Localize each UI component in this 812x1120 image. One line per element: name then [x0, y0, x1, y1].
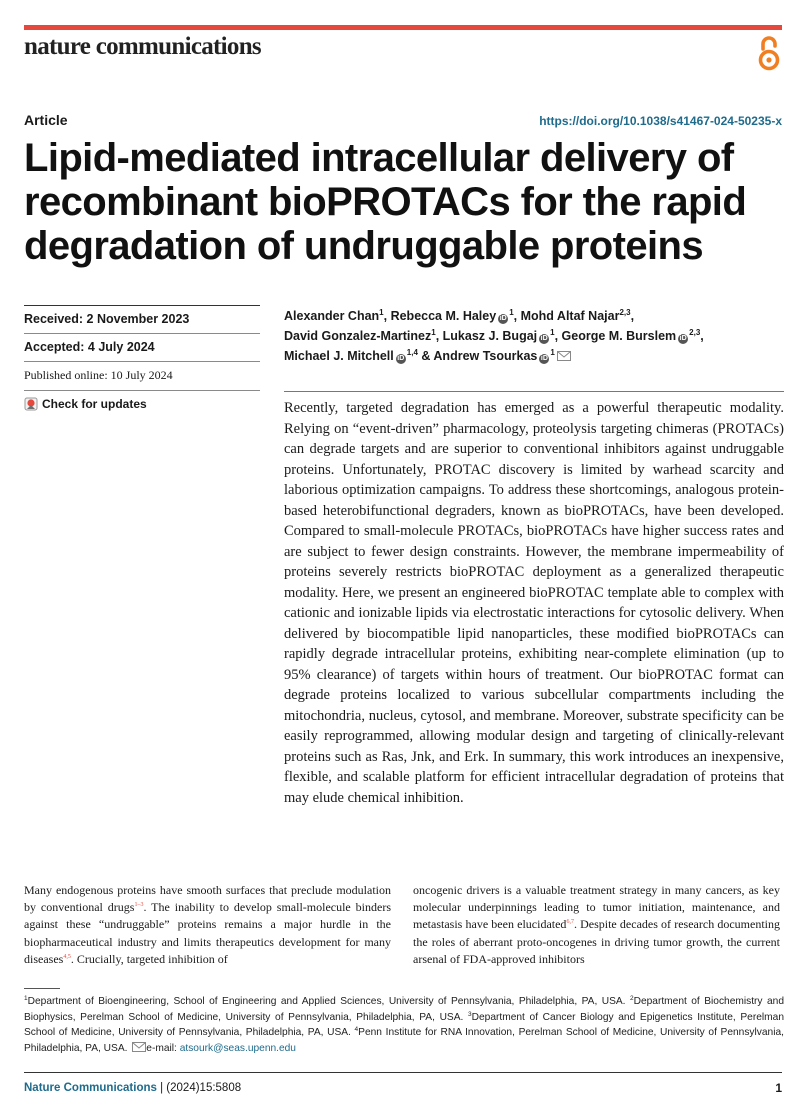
published-date: Published online: 10 July 2024: [24, 361, 260, 390]
author[interactable]: [284, 309, 384, 323]
body-text: oncogenic drivers is a valuable treatment strategy in many cancers, as key molecular underpinnings leading to tumor initiation, maintenance, and metastasis have been elucidated: [413, 883, 780, 932]
header-accent-rule: [24, 25, 782, 30]
affiliations: [24, 994, 784, 1057]
title-line: degradation of undruggable proteins: [24, 224, 704, 268]
author[interactable]: [433, 349, 554, 363]
footer-journal-link[interactable]: Nature Communications: [24, 1082, 157, 1094]
author-separator: ,: [435, 329, 443, 343]
email-icon: [132, 1042, 146, 1052]
affiliation-number: 4: [354, 1026, 359, 1034]
author-separator: ,: [554, 329, 562, 343]
author-affiliation-ref: 1,4: [406, 348, 418, 357]
affiliation: Department of Biochemistry and Biophysics, Perelman School of Medicine, University of Pennsylvania, Philadelphia, PA, USA.: [24, 996, 784, 1023]
open-access-icon[interactable]: [757, 33, 781, 71]
journal-brand[interactable]: nature communications: [24, 33, 261, 60]
page-number: 1: [775, 1081, 782, 1095]
affiliations-divider: [24, 988, 60, 989]
orcid-icon[interactable]: iD: [397, 355, 405, 362]
title-line: recombinant bioPROTACs for the rapid: [24, 180, 747, 224]
body-text: . The inability to develop small-molecule binders against these “undruggable” proteins remains a major hurdle in the biopharmaceutical industry and limits therapeutics development for many diseases: [24, 900, 391, 966]
article-title: [24, 136, 784, 268]
author-name: Rebecca M. Haley: [390, 309, 497, 323]
article-type: Article: [24, 112, 68, 128]
abstract-divider: [284, 391, 784, 392]
author-name: Lukasz J. Bugaj: [442, 329, 538, 343]
publication-dates: [24, 305, 260, 418]
author[interactable]: [391, 309, 514, 323]
author-separator: ,: [513, 309, 521, 323]
orcid-icon[interactable]: iD: [499, 315, 507, 322]
author-affiliation-ref: 1: [431, 328, 436, 337]
author[interactable]: [521, 309, 631, 323]
affiliation-number: 2: [629, 995, 634, 1002]
author[interactable]: [284, 349, 418, 363]
email-label: e-mail:: [146, 1043, 177, 1055]
citation-ref[interactable]: 1–3: [134, 902, 144, 909]
author[interactable]: [284, 329, 436, 343]
affiliation-number: 1: [24, 995, 28, 1002]
email-icon[interactable]: [557, 351, 571, 361]
author[interactable]: [561, 328, 704, 343]
author-separator: ,: [630, 309, 635, 323]
orcid-icon[interactable]: iD: [540, 335, 548, 342]
author-affiliation-ref: 1: [550, 348, 555, 357]
email-link[interactable]: atsourk@seas.upenn.edu: [179, 1043, 296, 1055]
affiliation: Department of Cancer Biology and Epigenetics Institute, Perelman School of Medicine, University of Pennsylvania, Philadelphia, PA, USA.: [24, 1011, 784, 1039]
author-name: Mohd Altaf Najar: [520, 309, 620, 323]
body-text: . Crucially, targeted inhibition of: [70, 951, 228, 966]
accepted-date: Accepted: 4 July 2024: [24, 333, 260, 361]
author-list: [284, 306, 784, 366]
footer-rule: [24, 1072, 782, 1073]
body-text: . Despite decades of research documenting the roles of aberrant proto-oncogenes in driving tumor growth, the current arsenal of FDA-approved inhibitors: [413, 917, 781, 966]
affiliation: Penn Institute for RNA Innovation, Perelman School of Medicine, University of Pennsylvania, Philadelphia, PA, USA.: [24, 1027, 784, 1055]
check-for-updates-button[interactable]: [24, 390, 260, 418]
author-name: David Gonzalez-Martinez: [284, 329, 432, 343]
citation-ref[interactable]: 4,5: [63, 953, 71, 960]
author-affiliation-ref: 1: [550, 328, 555, 337]
author-name: Alexander Chan: [284, 309, 380, 323]
footer-citation: [24, 1082, 241, 1094]
author-name: Andrew Tsourkas: [433, 349, 538, 363]
affiliation-number: 3: [468, 1010, 472, 1018]
author-affiliation-ref: 2,3: [689, 328, 701, 337]
doi-link[interactable]: https://doi.org/10.1038/s41467-024-50235-x: [539, 114, 782, 128]
author[interactable]: [443, 329, 555, 343]
author-name: George M. Burslem: [561, 329, 677, 343]
author-affiliation-ref: 1: [509, 308, 514, 317]
author-separator: &: [417, 349, 434, 363]
author-separator: ,: [383, 309, 391, 323]
author-name: Michael J. Mitchell: [284, 349, 394, 363]
title-line: Lipid-mediated intracellular delivery of: [24, 136, 734, 180]
affiliation: Department of Bioengineering, School of Engineering and Applied Sciences, University of Pennsylvania, Philadelphia, PA, USA.: [27, 996, 626, 1007]
author-affiliation-ref: 2,3: [619, 308, 631, 317]
author-separator: ,: [700, 329, 704, 343]
footer-volume: | (2024)15:5808: [160, 1082, 242, 1094]
orcid-icon[interactable]: iD: [540, 355, 548, 362]
body-column-left: [24, 882, 391, 968]
received-date: Received: 2 November 2023: [24, 305, 260, 333]
abstract: Recently, targeted degradation has emerged as a powerful therapeutic modality. Relying on “event-driven” pharmacology, proteolysis targeting chimeras (PROTACs) can degrade targets and are superior to conventional inhibitors against undruggable proteins. Unfortunately, PROTAC discovery is limited by warhead scarcity and laborious optimization campaigns. To address these shortcomings, analogous protein-based heterobifunctional degraders, known as bioPROTACs, have been developed. Compared to small-molecule PROTACs, bioPROTACs have higher success rates and are subject to fewer design constraints. However, the membrane impermeability of proteins severely restricts bioPROTAC deployment as a generalized therapeutic modality. Here, we present an engineered bioPROTAC template able to complex with cationic and ionizable lipids via electrostatic interactions for cytosolic delivery. When delivered by biocompatible lipid nanoparticles, these modified bioPROTACs can rapidly degrade intracellular proteins, exhibiting near-complete elimination (up to 95% clearance) of targets within hours of treatment. Our bioPROTAC format can degrade proteins localized to various subcellular compartments including the mitochondria, nucleus, cytosol, and membrane. Moreover, substrate specificity can be easily reprogrammed, allowing modular design and targeting of clinically-relevant proteins such as Ras, Jnk, and Erk. In summary, this work introduces an inexpensive, flexible, and scalable platform for efficient intracellular degradation of proteins that may elude chemical inhibition.: [284, 400, 784, 806]
check-updates-icon: [24, 397, 38, 411]
author-affiliation-ref: 1: [379, 308, 384, 317]
body-text: Many endogenous proteins have smooth surfaces that preclude modulation by conventional drugs: [24, 883, 391, 915]
body-column-right: [413, 882, 780, 968]
orcid-icon[interactable]: iD: [679, 335, 687, 342]
check-updates-label: Check for updates: [42, 397, 147, 411]
citation-ref[interactable]: 6,7: [566, 919, 574, 926]
